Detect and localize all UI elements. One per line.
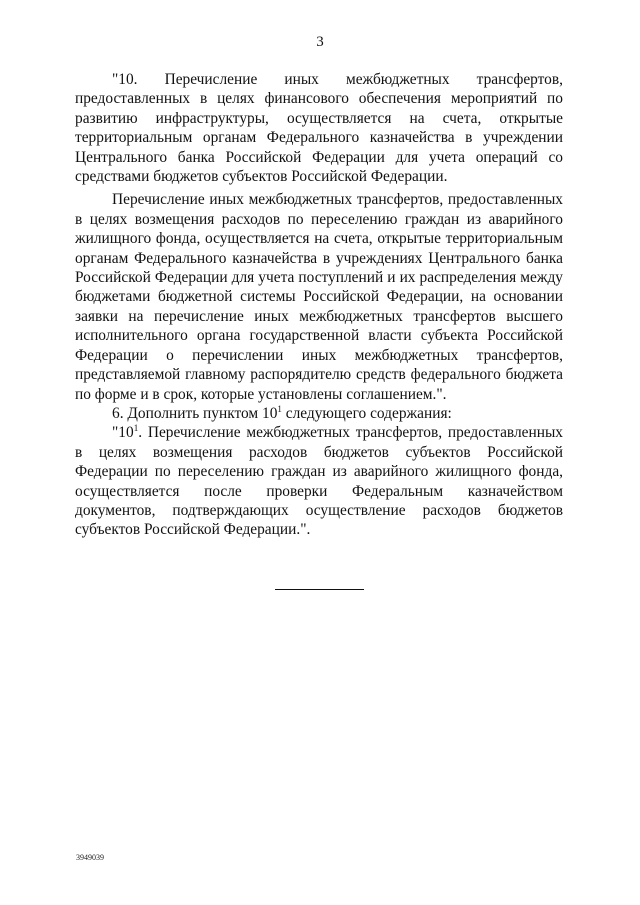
page-number: 3 xyxy=(316,34,324,50)
clause-text: . Перечисление межбюджетных трансфертов, предоставленных в целях возмещения расходов бюджетов субъектов Российской Федерации по переселению граждан из аварийного жилищного фонда, осуществляется после проверки Федеральным казначейством документов, подтверждающих осуществление расходов бюджетов субъектов Российской Федерации.". xyxy=(75,424,563,539)
document-code: 3949039 xyxy=(76,853,104,862)
end-separator-line xyxy=(275,589,364,590)
document-body xyxy=(75,70,563,540)
superscript: 1 xyxy=(277,403,282,414)
amendment-text-end: следующего содержания: xyxy=(281,404,452,422)
paragraph-amendment-6 xyxy=(75,404,563,423)
amendment-text-start: 6. Дополнить пунктом 10 xyxy=(112,404,278,422)
paragraph-10-1 xyxy=(75,423,563,539)
paragraph-10: "10. Перечисление иных межбюджетных трансфертов, предоставленных в целях финансового обеспечения мероприятий по развитию инфраструктуры, осуществляется на счета, открытые территориальным органам Федерального казначейства в учреждении Центрального банка Российской Федерации для учета операций со средствами бюджетов субъектов Российской Федерации. xyxy=(75,71,563,186)
clause-number-start: "10 xyxy=(112,424,134,442)
paragraph-transfer-reimbursement: Перечисление иных межбюджетных трансфертов, предоставленных в целях возмещения расходов по переселению граждан из аварийного жилищного фонда, осуществляется на счета, открытые территориальным органам Федерального казначейства в учреждениях Центрального банка Российской Федерации для учета поступлений и их распределения между бюджетами бюджетной системы Российской Федерации, на основании заявки на перечисление иных межбюджетных трансфертов высшего исполнительного органа государственной власти субъекта Российской Федерации о перечислении иных межбюджетных трансфертов, представляемой главному распорядителю средств федерального бюджета по форме и в срок, которые установлены соглашением.". xyxy=(75,191,563,403)
superscript: 1 xyxy=(133,423,139,434)
